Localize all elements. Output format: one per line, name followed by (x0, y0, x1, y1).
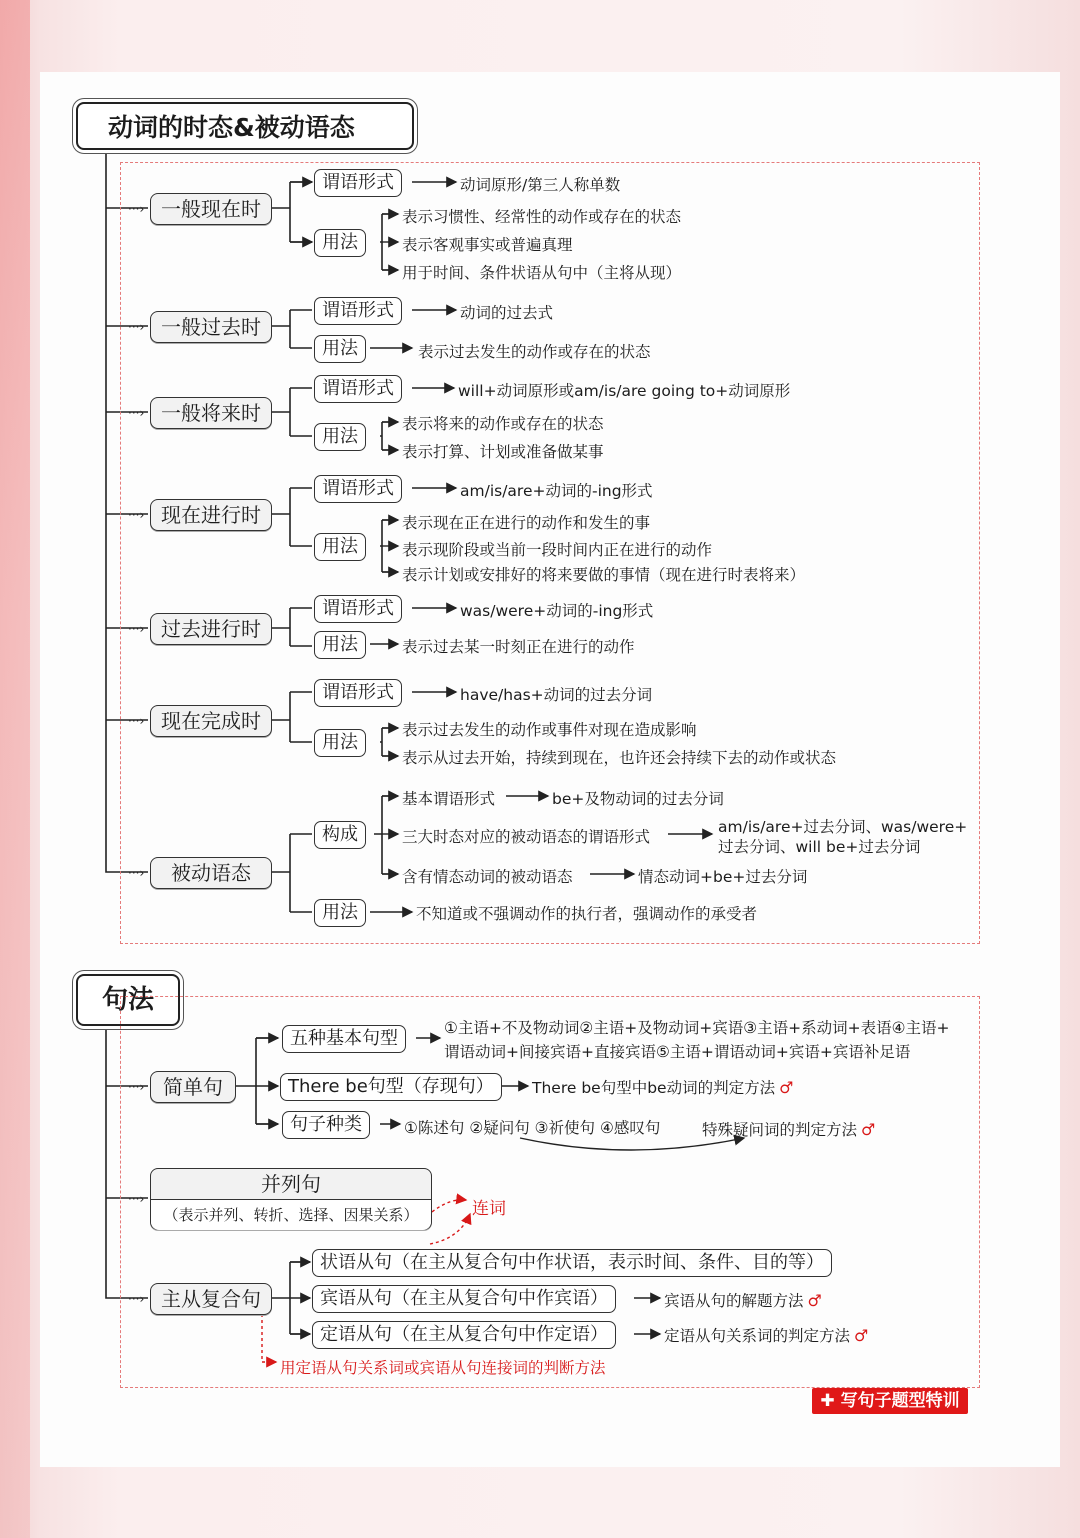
usage-text: 不知道或不强调动作的执行者，强调动作的承受者 (416, 905, 758, 923)
usage-label: 用法 (314, 533, 366, 561)
construct-label: 构成 (314, 821, 366, 849)
form-label: 谓语形式 (314, 297, 402, 325)
svg-text:···›: ···› (128, 1080, 145, 1094)
conjunction-note: 连词 (472, 1199, 506, 1219)
tense-past-continuous: 过去进行时 (150, 613, 272, 645)
tense-past-simple: 一般过去时 (150, 311, 272, 343)
svg-text:···›: ···› (128, 714, 145, 728)
usage-text: 表示现阶段或当前一段时间内正在进行的动作 (402, 541, 713, 559)
svg-text:···›: ···› (128, 866, 145, 880)
svg-text:···›: ···› (128, 406, 145, 420)
form-text: 动词的过去式 (460, 304, 554, 322)
usage-label: 用法 (314, 229, 366, 257)
tense-present-continuous: 现在进行时 (150, 499, 272, 531)
check-icon: ♂ (779, 1078, 794, 1097)
tense-future-simple: 一般将来时 (150, 397, 272, 429)
svg-text:···›: ···› (128, 1192, 145, 1206)
object-tip-text: 宾语从句的解题方法 (664, 1292, 804, 1310)
form-label: 谓语形式 (314, 679, 402, 707)
usage-text: 表示计划或安排好的将来要做的事情（现在进行时表将来） (402, 566, 806, 584)
form-label: 谓语形式 (314, 475, 402, 503)
svg-text:···›: ···› (128, 622, 145, 636)
svg-text:···›: ···› (128, 508, 145, 522)
usage-label: 用法 (314, 729, 366, 757)
usage-text: 用于时间、条件状语从句中（主将从现） (402, 264, 682, 282)
relative-word-tip: 用定语从句关系词或宾语从句连接词的判断方法 (280, 1359, 606, 1377)
construct-value: be+及物动词的过去分词 (552, 790, 724, 808)
attributive-tip-text: 定语从句关系词的判定方法 (664, 1327, 851, 1345)
check-icon: ♂ (854, 1326, 869, 1345)
usage-text: 表示客观事实或普遍真理 (402, 236, 573, 254)
complex-sentence: 主从复合句 (150, 1283, 272, 1315)
there-be-label: There be句型（存现句） (280, 1073, 502, 1101)
usage-text: 表示将来的动作或存在的状态 (402, 415, 604, 433)
form-text: have/has+动词的过去分词 (460, 686, 653, 704)
svg-text:···›: ···› (128, 320, 145, 334)
sentence-kinds-label: 句子种类 (282, 1111, 370, 1139)
there-be-text (532, 1076, 793, 1098)
section2-title: 句法 (76, 974, 180, 1026)
compound-desc: （表示并列、转折、选择、因果关系） (151, 1200, 431, 1230)
form-text: am/is/are+动词的-ing形式 (460, 482, 653, 500)
attributive-clause-tip (664, 1324, 868, 1346)
usage-text: 表示现在正在进行的动作和发生的事 (402, 514, 651, 532)
construct-item: 含有情态动词的被动语态 (402, 868, 573, 886)
usage-text: 表示过去发生的动作或事件对现在造成影响 (402, 721, 697, 739)
special-question-text (702, 1118, 875, 1140)
usage-label: 用法 (314, 899, 366, 927)
form-label: 谓语形式 (314, 169, 402, 197)
adverbial-clause: 状语从句（在主从复合句中作状语，表示时间、条件、目的等） (312, 1249, 832, 1277)
tense-present-perfect: 现在完成时 (150, 705, 272, 737)
section1-title: 动词的时态&被动语态 (76, 102, 414, 150)
usage-text: 表示打算、计划或准备做某事 (402, 443, 604, 461)
five-patterns-text: ①主语+不及物动词②主语+及物动词+宾语③主语+系动词+表语④主语+ (444, 1019, 950, 1037)
form-text: was/were+动词的-ing形式 (460, 602, 654, 620)
form-text: 动词原形/第三人称单数 (460, 176, 621, 194)
check-icon: ♂ (861, 1120, 876, 1139)
there-be-tip: There be句型中be动词的判定方法 (532, 1079, 776, 1097)
compound-title: 并列句 (151, 1169, 431, 1200)
construct-item: 三大时态对应的被动语态的谓语形式 (402, 828, 651, 846)
svg-text:···›: ···› (128, 202, 145, 216)
passive-voice: 被动语态 (150, 857, 272, 889)
usage-text: 表示过去某一时刻正在进行的动作 (402, 638, 635, 656)
object-clause-tip (664, 1289, 822, 1311)
usage-text: 表示过去发生的动作或存在的状态 (418, 343, 651, 361)
construct-item: 基本谓语形式 (402, 790, 496, 808)
sentence-kinds-text: ①陈述句 ②疑问句 ③祈使句 ④感叹句 (404, 1119, 661, 1137)
usage-label: 用法 (314, 423, 366, 451)
check-icon: ♂ (807, 1291, 822, 1310)
object-clause: 宾语从句（在主从复合句中作宾语） (312, 1285, 616, 1313)
usage-text: 表示从过去开始，持续到现在，也许还会持续下去的动作或状态 (402, 749, 837, 767)
compound-sentence (150, 1168, 432, 1230)
form-label: 谓语形式 (314, 375, 402, 403)
simple-sentence: 简单句 (150, 1071, 236, 1103)
construct-value: am/is/are+过去分词、was/were+ (718, 818, 968, 836)
usage-label: 用法 (314, 335, 366, 363)
usage-text: 表示习惯性、经常性的动作或存在的状态 (402, 208, 682, 226)
tense-present-simple: 一般现在时 (150, 193, 272, 225)
form-label: 谓语形式 (314, 595, 402, 623)
construct-value: 情态动词+be+过去分词 (638, 868, 808, 886)
form-text: will+动词原形或am/is/are going to+动词原形 (458, 382, 791, 400)
five-patterns-label: 五种基本句型 (282, 1025, 406, 1053)
five-patterns-text: 谓语动词+间接宾语+直接宾语⑤主语+谓语动词+宾语+宾语补足语 (444, 1043, 911, 1061)
writing-training-ribbon[interactable]: ✚ 写句子题型特训 (812, 1388, 968, 1414)
svg-text:···›: ···› (128, 1292, 145, 1306)
special-question-tip: 特殊疑问词的判定方法 (702, 1121, 858, 1139)
construct-value: 过去分词、will be+过去分词 (718, 838, 921, 856)
attributive-clause: 定语从句（在主从复合句中作定语） (312, 1321, 616, 1349)
usage-label: 用法 (314, 631, 366, 659)
